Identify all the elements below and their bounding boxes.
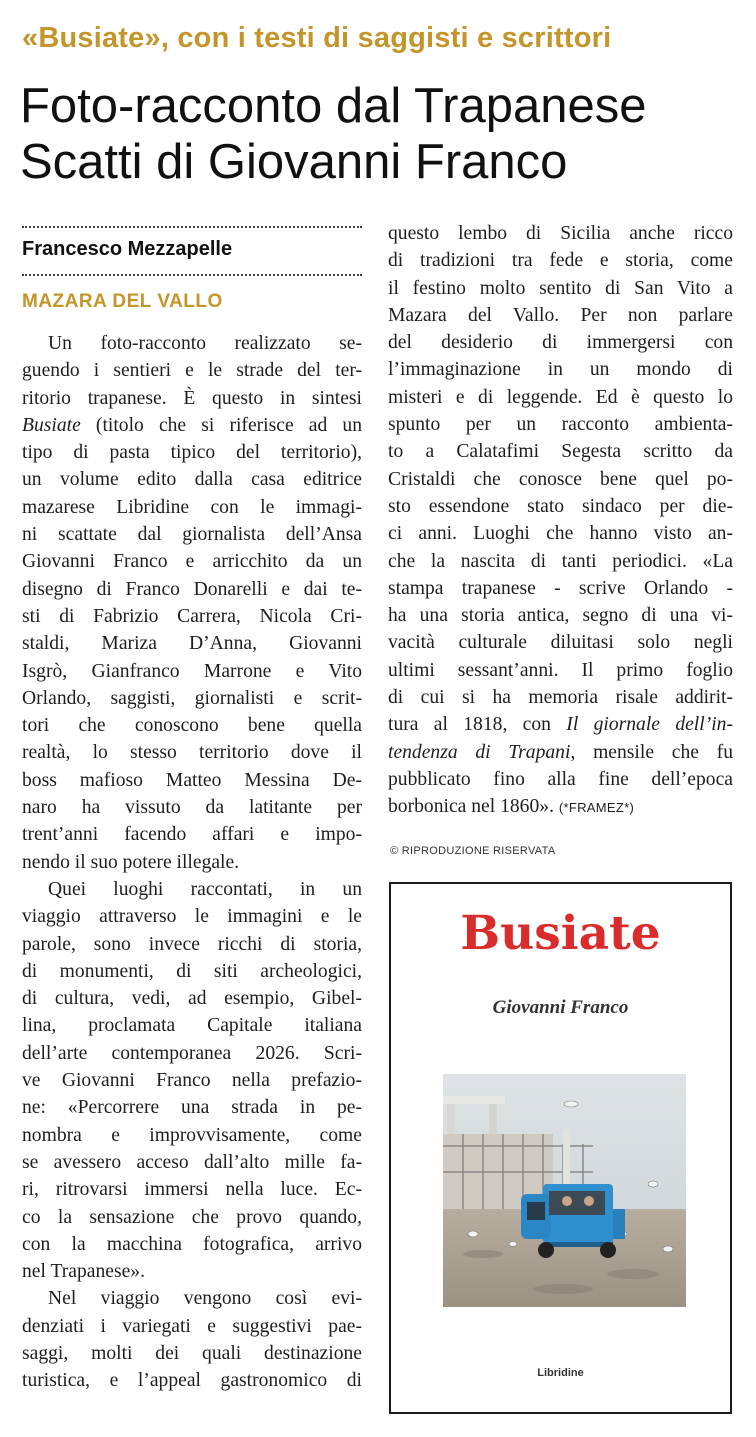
text-line: pubblicato fino alla fine dell’epoca	[388, 768, 733, 790]
author-byline: Francesco Mezzapelle	[22, 238, 233, 260]
text-line: to a Calatafimi Segesta scritto da	[388, 441, 733, 463]
text-line: Nel viaggio vengono così evi-	[48, 1288, 362, 1310]
text-line: naro ha vissuto da latitante per	[22, 797, 362, 819]
text-line: che la nascita di tanti periodici. «La	[388, 550, 733, 572]
text-line: ultimi sessant’anni. Il primo foglio	[388, 659, 733, 681]
text-line: Cristaldi che conosce bene quel po-	[388, 468, 733, 490]
text-line: se avessero acceso dall’alto mille fa-	[22, 1151, 362, 1173]
text-line: del desiderio di immergersi con	[388, 332, 733, 354]
rule-bottom	[22, 274, 362, 276]
text-line: di cui si ha memoria risale addirit-	[388, 687, 733, 709]
text-line: Isgrò, Gianfranco Marrone e Vito	[22, 660, 362, 682]
cited-title: Il giornale dell’in-	[566, 714, 733, 736]
text-line: tendenza di Trapani, mensile che fu	[388, 741, 733, 763]
text-line: co la sensazione che provo quando,	[22, 1206, 362, 1228]
text-line: dell’arte contemporanea 2026. Scri-	[22, 1042, 362, 1064]
text-line: spunto per un racconto ambienta-	[388, 414, 733, 436]
kicker: «Busiate», con i testi di saggisti e scrittori	[22, 22, 612, 54]
text-line: turistica, e l’appeal gastronomico di	[22, 1370, 362, 1392]
cover-title: Busiate	[460, 906, 661, 961]
text-line: Orlando, saggisti, giornalisti e scrit-	[22, 687, 362, 709]
cover-photo	[443, 1074, 686, 1307]
text-line: viaggio attraverso le immagini e le	[22, 906, 362, 928]
text-line: ci anni. Luoghi che hanno visto an-	[388, 523, 733, 545]
text-line: realtà, lo stesso territorio dove il	[22, 742, 362, 764]
photo-vehicle-ape-icon	[443, 1074, 686, 1307]
text-line: lina, proclamata Capitale italiana	[22, 1015, 362, 1037]
cover-publisher: Libridine	[537, 1367, 584, 1379]
text-line: sti di Fabrizio Carrera, Nicola Cri-	[22, 605, 362, 627]
text-line: ha una storia antica, segno di una vi-	[388, 605, 733, 627]
text-line: Giovanni Franco e arricchito da un	[22, 551, 362, 573]
text-line: ne: «Percorrere una strada in pe-	[22, 1097, 362, 1119]
text-line: disegno di Franco Donarelli e dai te-	[22, 578, 362, 600]
text-line: stampa trapanese - scrive Orlando -	[388, 577, 733, 599]
text-line: ve Giovanni Franco nella prefazio-	[22, 1070, 362, 1092]
text-line: di cultura, vedi, ad esempio, Gibel-	[22, 988, 362, 1010]
rule-top	[22, 226, 362, 228]
text-line: staldi, Mariza D’Anna, Giovanni	[22, 633, 362, 655]
text-line: vacità culturale diluitasi solo negli	[388, 632, 733, 654]
text-line: trent’anni facendo affari e impo-	[22, 824, 362, 846]
copyright-notice: © RIPRODUZIONE RISERVATA	[390, 845, 556, 857]
text-line: un volume edito dalla casa editrice	[22, 469, 362, 491]
text-line: ni scattate dal giornalista dell’Ansa	[22, 524, 362, 546]
text-line: sto essendone stato sindaco per die-	[388, 495, 733, 517]
book-cover	[389, 882, 732, 1414]
text-line: Busiate (titolo che si riferisce ad un	[22, 414, 362, 436]
dateline: MAZARA DEL VALLO	[22, 291, 223, 312]
text-line: guendo i sentieri e le strade del ter-	[22, 360, 362, 382]
cover-author: Giovanni Franco	[492, 997, 629, 1018]
text-line: di tradizioni tra fede e storia, come	[388, 250, 733, 272]
text-line: mazarese Libridine con le immagi-	[22, 496, 362, 518]
text-line: questo lembo di Sicilia anche ricco	[388, 223, 733, 244]
text-line: Quei luoghi raccontati, in un	[48, 878, 362, 900]
text-line: tura al 1818, con Il giornale dell’in-	[388, 714, 733, 736]
text-line: ritorio trapanese. È questo in sintesi	[22, 387, 362, 409]
text-line: parole, sono invece ricchi di storia,	[22, 933, 362, 955]
headline-line-1: Foto-racconto dal Trapanese	[20, 79, 647, 133]
text-line: nendo il suo potere illegale.	[22, 851, 240, 873]
headline	[20, 78, 745, 190]
text-line: nel Trapanese».	[22, 1261, 145, 1283]
text-line: denziati i variegati e suggestivi pae-	[22, 1315, 362, 1337]
text-line: Un foto-racconto realizzato se-	[48, 333, 362, 354]
book-title: Busiate	[22, 414, 81, 436]
article-column-1	[22, 330, 362, 1395]
text-line: Mazara del Vallo. Per non parlare	[388, 304, 733, 326]
text-line: l’immaginazione in un mondo di	[388, 359, 733, 381]
cited-title: tendenza di Trapani	[388, 741, 571, 763]
article-column-2	[388, 220, 733, 821]
signature: (*FRAMEZ*)	[558, 800, 635, 816]
text-line: borbonica nel 1860». (*FRAMEZ*)	[388, 796, 635, 818]
text-line: boss mafioso Matteo Messina De-	[22, 769, 362, 791]
text-line: ri, ritrovarsi immersi nella luce. Ec-	[22, 1179, 362, 1201]
text-line: saggi, molti dei quali destinazione	[22, 1342, 362, 1364]
text-line: tori che conoscono bene quella	[22, 715, 362, 737]
text-line: con la macchina fotografica, arrivo	[22, 1233, 362, 1255]
text-line: tipo di pasta tipico del territorio),	[22, 442, 362, 464]
text-line: il festino molto sentito di San Vito a	[388, 277, 733, 299]
headline-line-2: Scatti di Giovanni Franco	[20, 135, 568, 189]
text-line: nombra e improvvisamente, come	[22, 1124, 362, 1146]
text-line: misteri e di leggende. Ed è questo lo	[388, 386, 733, 408]
text-line: di monumenti, di siti archeologici,	[22, 960, 362, 982]
